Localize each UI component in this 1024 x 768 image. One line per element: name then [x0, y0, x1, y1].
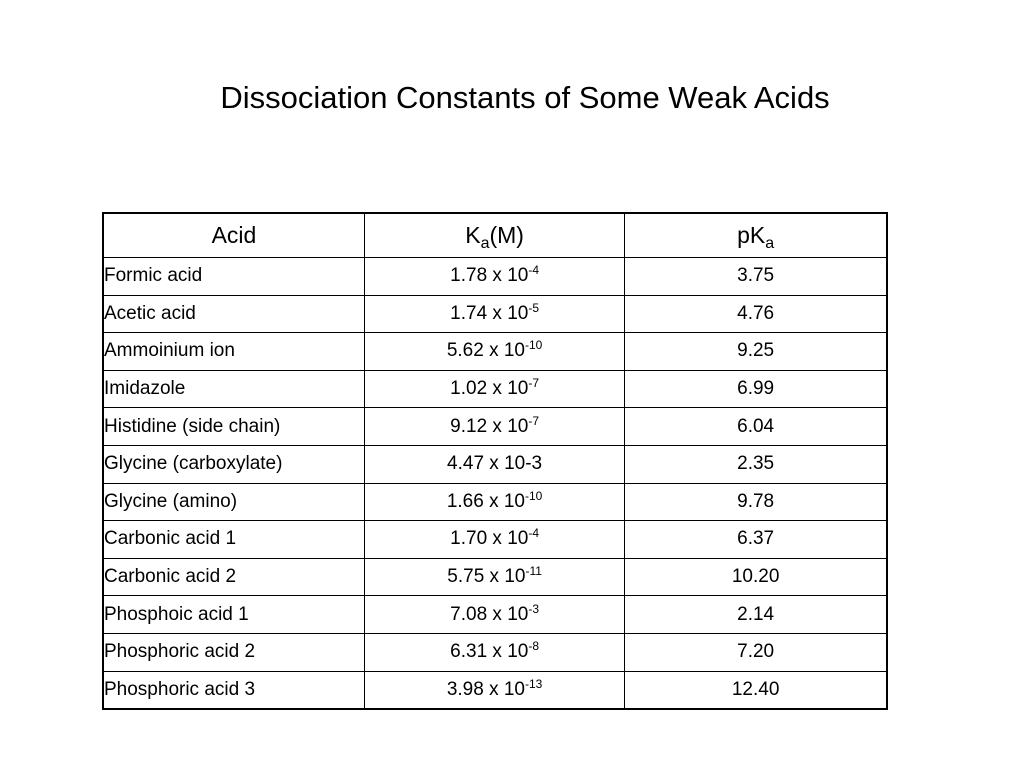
ka-mantissa: 1.74 x 10	[450, 302, 529, 324]
ka-exponent: -4	[528, 263, 540, 278]
acid-name-cell	[103, 596, 364, 634]
table-row	[103, 295, 887, 333]
pka-value: 10.20	[731, 566, 780, 588]
ka-mantissa: 6.31 x 10	[450, 641, 529, 663]
pka-value: 2.14	[737, 603, 775, 625]
pka-value-cell	[625, 558, 887, 596]
acid-name: Phosphoric acid 2	[104, 641, 256, 663]
table-row	[103, 408, 887, 446]
acid-name: Glycine (carboxylate)	[104, 453, 283, 475]
ka-exponent: -10	[525, 488, 543, 503]
table-row	[103, 445, 887, 483]
ka-exponent: -13	[525, 676, 543, 691]
acid-name: Glycine (amino)	[104, 490, 238, 512]
header-pka	[625, 213, 887, 258]
ka-mantissa: 9.12 x 10	[450, 415, 529, 437]
ka-mantissa: 5.75 x 10	[447, 566, 526, 588]
ka-value-cell	[364, 258, 624, 296]
pka-value-cell	[625, 596, 887, 634]
ka-mantissa: 1.02 x 10	[450, 378, 529, 400]
table-row	[103, 258, 887, 296]
ka-mantissa: 5.62 x 10	[446, 340, 525, 362]
pka-value-cell	[625, 408, 887, 446]
ka-mantissa: 1.66 x 10	[446, 490, 525, 512]
ka-exponent: -5	[528, 300, 540, 315]
acid-name-cell	[103, 408, 364, 446]
ka-mantissa: 3.98 x 10	[446, 678, 525, 700]
acid-name: Ammoinium ion	[104, 340, 235, 362]
ka-value-cell	[364, 445, 624, 483]
pka-value: 6.04	[737, 415, 775, 437]
pka-value-cell	[625, 258, 887, 296]
acid-name-cell	[103, 521, 364, 559]
header-pka-base: pK	[737, 222, 766, 248]
ka-exponent: -11	[525, 564, 542, 579]
ka-mantissa: 1.70 x 10	[450, 528, 529, 550]
table-row	[103, 333, 887, 371]
ka-value-cell	[364, 295, 624, 333]
header-acid-label: Acid	[211, 222, 257, 248]
ka-value-cell	[364, 370, 624, 408]
ka-value-cell	[364, 596, 624, 634]
pka-value-cell	[625, 521, 887, 559]
table-row	[103, 633, 887, 671]
ka-exponent: -4	[528, 526, 540, 541]
table-row	[103, 596, 887, 634]
acid-name-cell	[103, 483, 364, 521]
acid-name-cell	[103, 445, 364, 483]
pka-value-cell	[625, 633, 887, 671]
pka-value-cell	[625, 671, 887, 709]
acid-name-cell	[103, 370, 364, 408]
pka-value: 6.99	[737, 378, 775, 400]
header-pka-subscript: a	[765, 235, 775, 252]
pka-value-cell	[625, 295, 887, 333]
ka-mantissa: 1.78 x 10	[450, 265, 529, 287]
acid-name: Histidine (side chain)	[104, 415, 281, 437]
pka-value-cell	[625, 370, 887, 408]
acid-name-cell	[103, 258, 364, 296]
header-ka-base: K	[465, 222, 481, 248]
ka-value-cell	[364, 633, 624, 671]
ka-value-cell	[364, 483, 624, 521]
ka-value-cell	[364, 408, 624, 446]
dissociation-constants-table	[102, 212, 888, 710]
acid-name: Imidazole	[104, 378, 186, 400]
ka-mantissa: 7.08 x 10	[450, 603, 529, 625]
header-acid	[103, 213, 364, 258]
pka-value: 6.37	[737, 528, 775, 550]
header-ka-unit: (M)	[489, 222, 524, 248]
ka-exponent: -7	[528, 376, 540, 391]
pka-value-cell	[625, 445, 887, 483]
ka-value-cell	[364, 671, 624, 709]
pka-value: 7.20	[737, 641, 775, 663]
acid-name-cell	[103, 633, 364, 671]
table-row	[103, 483, 887, 521]
ka-exponent: -10	[525, 338, 543, 353]
ka-exponent: -3	[528, 601, 540, 616]
pka-value-cell	[625, 333, 887, 371]
acid-name: Formic acid	[104, 265, 203, 287]
acid-name: Carbonic acid 1	[104, 528, 237, 550]
pka-value: 12.40	[731, 678, 780, 700]
table-row	[103, 558, 887, 596]
acid-name-cell	[103, 295, 364, 333]
table-row	[103, 521, 887, 559]
acid-name: Phosphoic acid 1	[104, 603, 249, 625]
ka-mantissa: 4.47 x 10-3	[447, 453, 543, 475]
ka-value-cell	[364, 558, 624, 596]
header-ka-subscript: a	[480, 235, 490, 252]
ka-value-cell	[364, 333, 624, 371]
pka-value: 9.78	[737, 490, 775, 512]
pka-value: 9.25	[737, 340, 775, 362]
table-header-row	[103, 213, 887, 258]
table-body	[103, 258, 887, 710]
header-ka	[364, 213, 624, 258]
acid-name: Phosphoric acid 3	[104, 678, 256, 700]
pka-value-cell	[625, 483, 887, 521]
acid-name-cell	[103, 333, 364, 371]
table-row	[103, 671, 887, 709]
table-row	[103, 370, 887, 408]
ka-exponent: -7	[528, 413, 540, 428]
acid-name-cell	[103, 558, 364, 596]
acid-name: Acetic acid	[104, 302, 196, 324]
slide-title: Dissociation Constants of Some Weak Acids	[220, 80, 830, 115]
pka-value: 2.35	[737, 453, 775, 475]
ka-exponent: -8	[528, 639, 540, 654]
pka-value: 4.76	[737, 302, 775, 324]
pka-value: 3.75	[737, 265, 775, 287]
acid-name: Carbonic acid 2	[104, 566, 237, 588]
acid-name-cell	[103, 671, 364, 709]
ka-value-cell	[364, 521, 624, 559]
